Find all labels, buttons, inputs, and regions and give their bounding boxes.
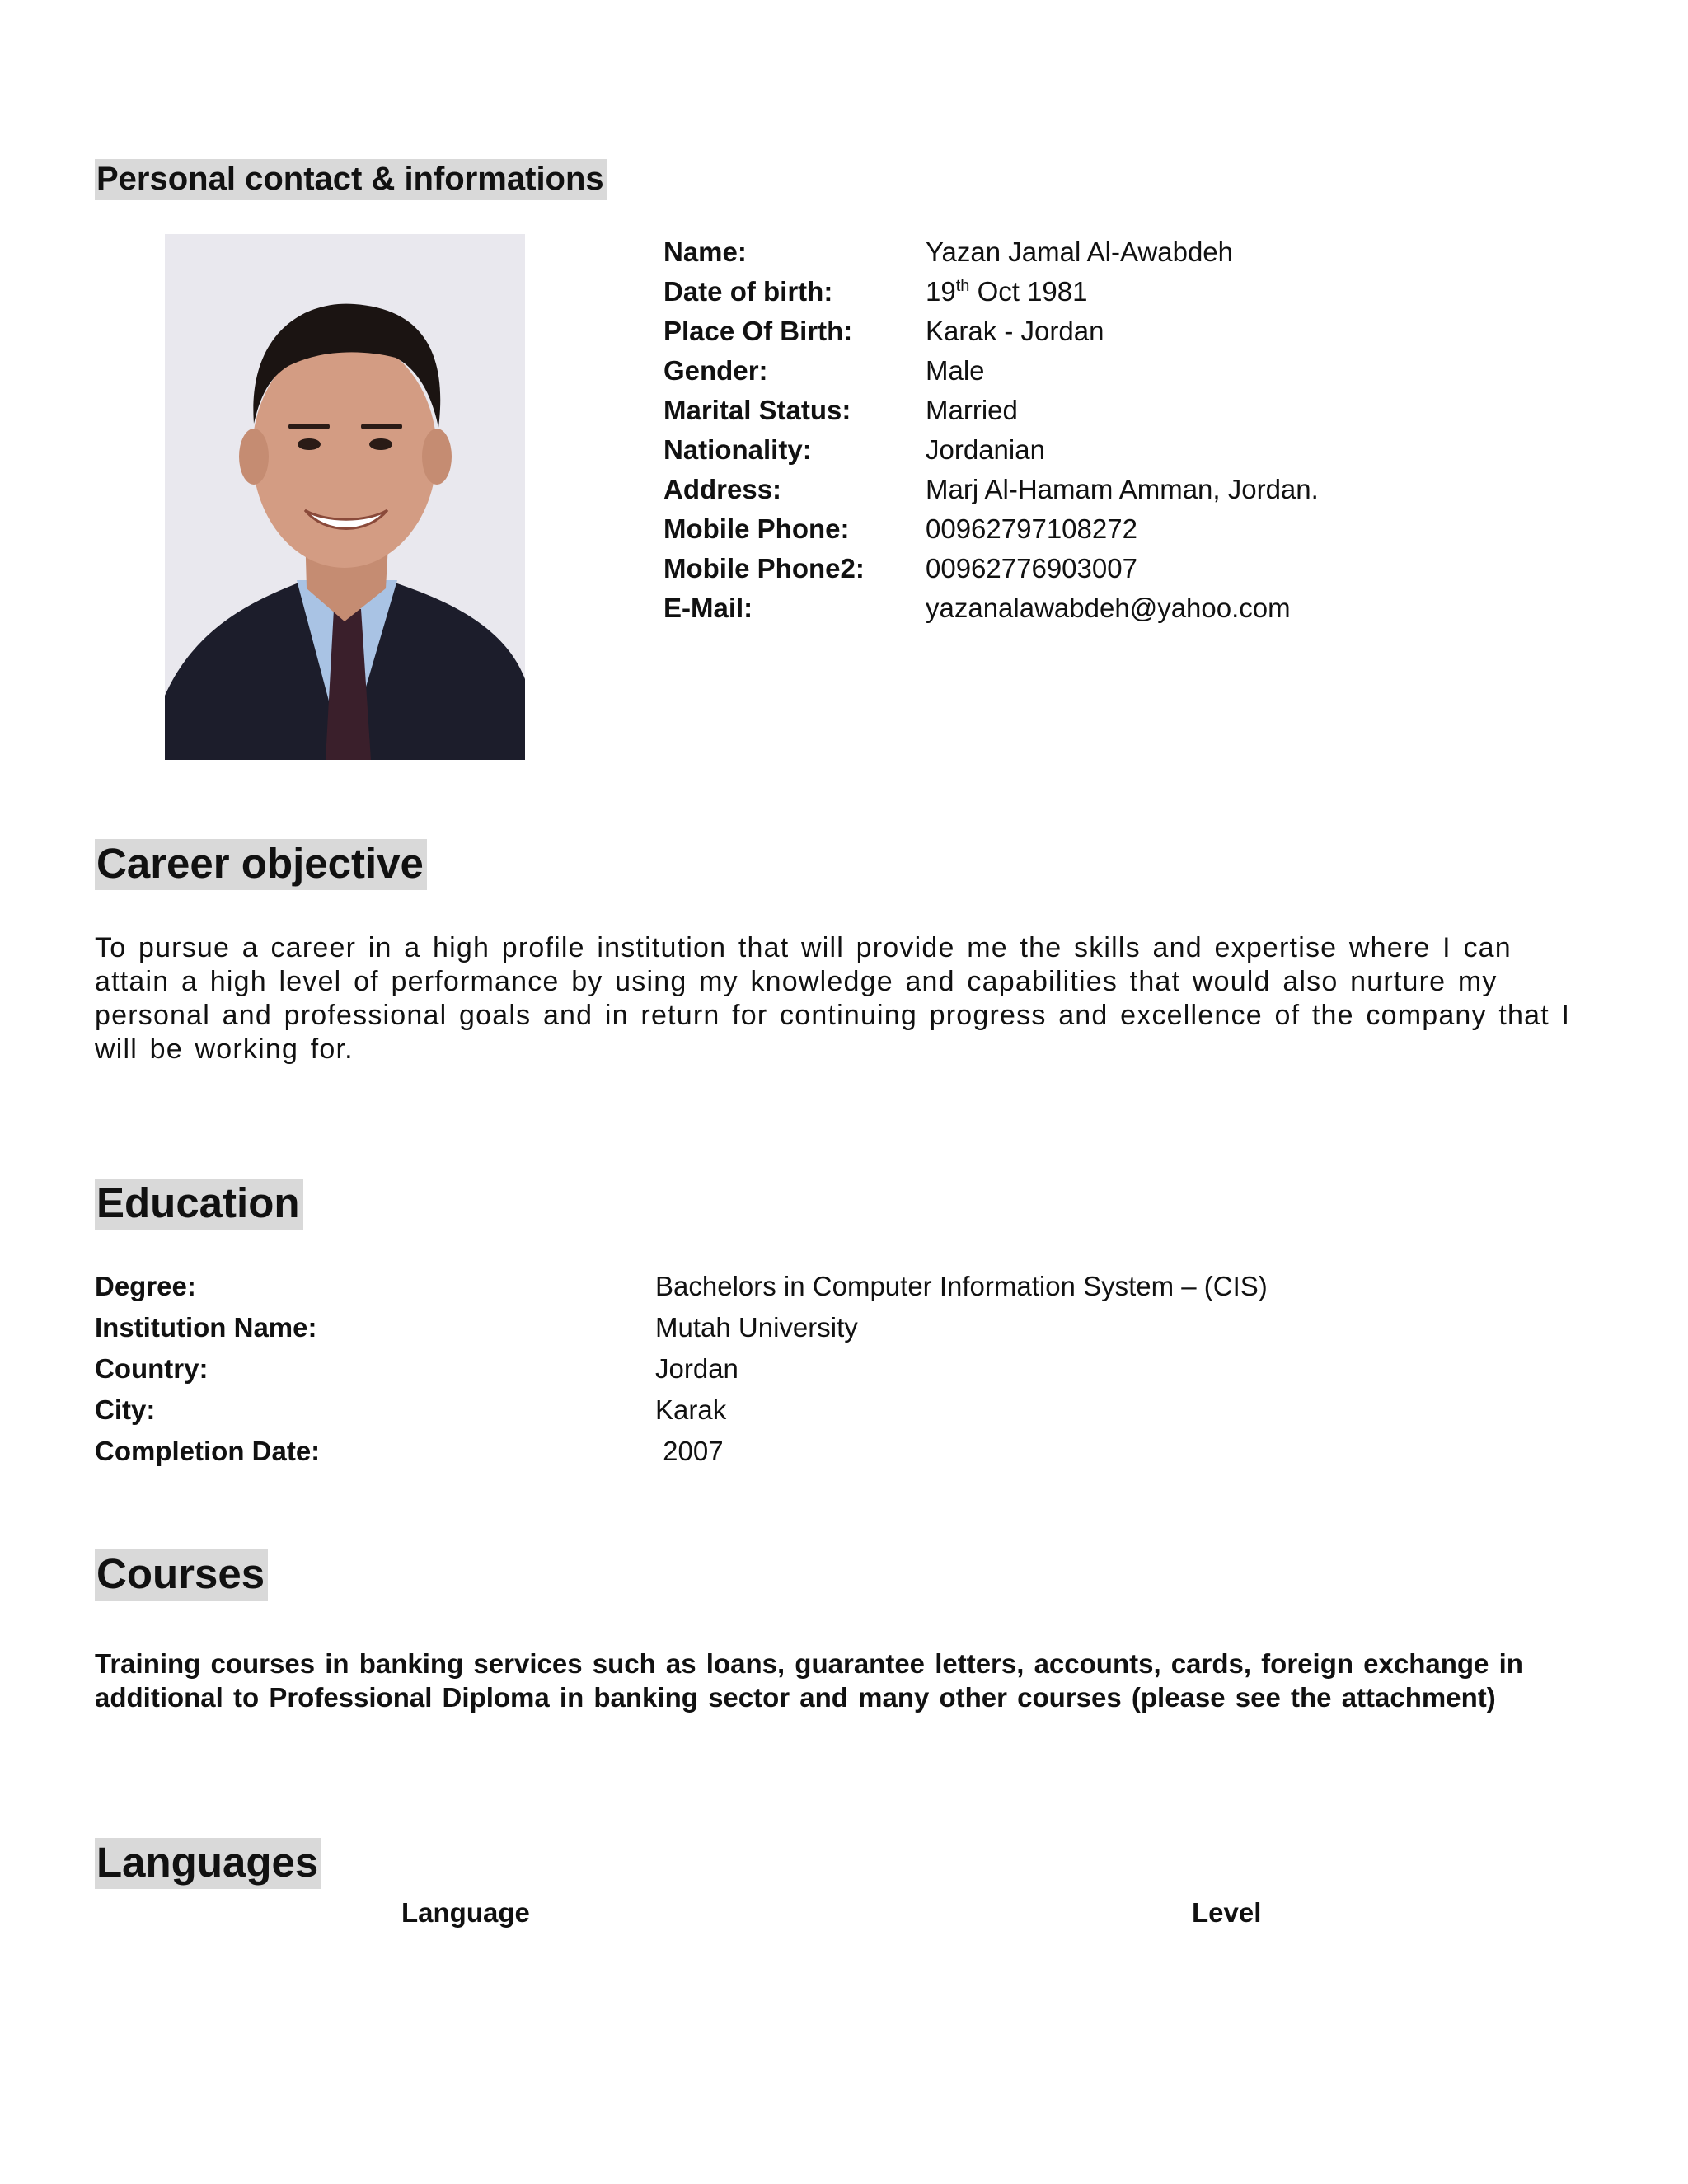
info-row-marital-status bbox=[663, 391, 1319, 430]
info-row-mobile-phone2 bbox=[663, 549, 1319, 588]
info-label: Gender: bbox=[663, 355, 768, 386]
info-row-address bbox=[663, 470, 1319, 509]
info-value: Male bbox=[926, 355, 985, 386]
info-label: Place Of Birth: bbox=[663, 316, 853, 346]
personal-section-heading: Personal contact & informations bbox=[95, 159, 607, 200]
edu-row-degree bbox=[95, 1266, 1268, 1307]
info-row-nationality bbox=[663, 430, 1319, 470]
edu-label: Degree: bbox=[95, 1271, 196, 1301]
career-objective-text: To pursue a career in a high profile institution that will provide me the skills and expertise where I can attain a high level of performance by using my knowledge and capabilities that would also nurture my personal and professional goals and in return for continuing progress and excellence of the company that I will be working for. bbox=[95, 932, 1571, 1065]
edu-value: Mutah University bbox=[655, 1312, 858, 1343]
edu-value: Karak bbox=[655, 1394, 727, 1425]
courses-section-heading: Courses bbox=[95, 1549, 268, 1601]
edu-row-city bbox=[95, 1390, 1268, 1431]
edu-value: 2007 bbox=[655, 1436, 724, 1466]
edu-label: Institution Name: bbox=[95, 1312, 317, 1343]
info-label: Marital Status: bbox=[663, 395, 851, 425]
info-label: Date of birth: bbox=[663, 276, 833, 307]
info-value: Marj Al-Hamam Amman, Jordan. bbox=[926, 474, 1319, 504]
dob-rest: Oct 1981 bbox=[969, 276, 1088, 307]
languages-column-language: Language bbox=[401, 1897, 530, 1928]
edu-label: Country: bbox=[95, 1353, 209, 1384]
info-value: Karak - Jordan bbox=[926, 316, 1104, 346]
info-label: Mobile Phone: bbox=[663, 513, 850, 544]
info-label: Nationality: bbox=[663, 434, 812, 465]
info-row-name bbox=[663, 232, 1319, 272]
info-row-email bbox=[663, 588, 1319, 628]
info-row-gender bbox=[663, 351, 1319, 391]
info-label: Address: bbox=[663, 474, 782, 504]
edu-row-completion-date bbox=[95, 1431, 1268, 1472]
info-value bbox=[926, 276, 1088, 307]
education-list bbox=[95, 1266, 1268, 1472]
edu-row-country bbox=[95, 1348, 1268, 1390]
profile-photo bbox=[165, 234, 525, 760]
info-value: Jordanian bbox=[926, 434, 1045, 465]
info-row-place-of-birth bbox=[663, 312, 1319, 351]
info-row-date-of-birth bbox=[663, 272, 1319, 312]
info-value: Yazan Jamal Al-Awabdeh bbox=[926, 237, 1234, 267]
languages-column-level: Level bbox=[1192, 1897, 1262, 1928]
info-value: 00962797108272 bbox=[926, 513, 1137, 544]
edu-row-institution bbox=[95, 1307, 1268, 1348]
info-row-mobile-phone bbox=[663, 509, 1319, 549]
info-value: Married bbox=[926, 395, 1018, 425]
edu-label: City: bbox=[95, 1394, 156, 1425]
edu-value: Jordan bbox=[655, 1353, 738, 1384]
personal-info-list bbox=[663, 232, 1319, 628]
info-label: Mobile Phone2: bbox=[663, 553, 865, 583]
dob-day-suffix: th bbox=[955, 277, 970, 295]
dob-day: 19 bbox=[926, 276, 956, 307]
career-section-heading: Career objective bbox=[95, 839, 427, 890]
education-section-heading: Education bbox=[95, 1179, 303, 1230]
info-label: Name: bbox=[663, 237, 747, 267]
languages-section-heading: Languages bbox=[95, 1838, 321, 1889]
info-value: 00962776903007 bbox=[926, 553, 1137, 583]
courses-text: Training courses in banking services such as loans, guarantee letters, accounts, cards, foreign exchange in additional to Professional Diploma in banking sector and many other courses (please see the attachment) bbox=[95, 1648, 1523, 1713]
profile-photo-illustration bbox=[165, 234, 525, 760]
email-link[interactable]: yazanalawabdeh@yahoo.com bbox=[926, 593, 1291, 623]
edu-label: Completion Date: bbox=[95, 1436, 321, 1466]
info-label: E-Mail: bbox=[663, 593, 753, 623]
edu-value: Bachelors in Computer Information System – (CIS) bbox=[655, 1271, 1268, 1301]
